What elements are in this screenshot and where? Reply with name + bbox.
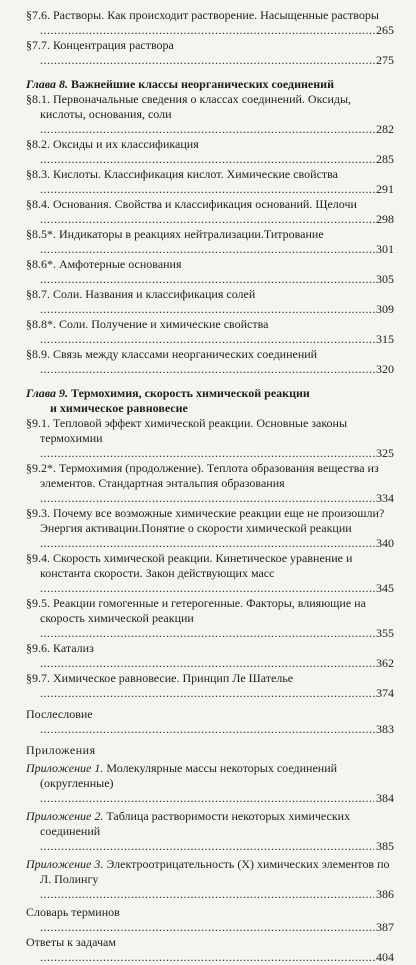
toc-entry: §8.6*. Амфотерные основания ..... 305 [26, 257, 394, 287]
toc-entry: §7.7. Концентрация раствора ..... 275 [26, 38, 394, 68]
toc-entry: §8.9. Связь между классами неорганических соединений ..... 320 [26, 347, 394, 377]
toc-entry-answers: Ответы к задачам ..... 404 [26, 935, 394, 965]
toc-entry: §8.7. Соли. Названия и классификация солей ..... 309 [26, 287, 394, 317]
toc-entry-appendix: Приложение 1. Молекулярные массы некоторых соединений (округленные) ..... 384 [26, 761, 394, 806]
toc-entry-afterword: Послесловие ..... 383 [26, 707, 394, 737]
toc-entry-appendix: Приложение 2. Таблица растворимости некоторых химических соединений ..... 385 [26, 809, 394, 854]
toc-entry: §9.4. Скорость химической реакции. Кинетическое уравнение и константа скорости. Закон действующих масс ..... 345 [26, 551, 394, 596]
toc-entry: §8.4. Основания. Свойства и классификация оснований. Щелочи ..... 298 [26, 197, 394, 227]
toc-entry: §7.6. Растворы. Как происходит растворение. Насыщенные растворы ..... 265 [26, 8, 394, 38]
toc-entry: §8.5*. Индикаторы в реакциях нейтрализации.Титрование ..... 301 [26, 227, 394, 257]
toc-entry: §8.2. Оксиды и их классификация ..... 285 [26, 137, 394, 167]
toc-entry: §9.6. Катализ ..... 362 [26, 641, 394, 671]
toc-entry: §9.2*. Термохимия (продолжение). Теплота образования вещества из элементов. Стандартная энтальпия образования ..... 334 [26, 461, 394, 506]
toc-entry-glossary: Словарь терминов ..... 387 [26, 905, 394, 935]
toc-entry: §8.8*. Соли. Получение и химические свойства ..... 315 [26, 317, 394, 347]
toc-entry: §9.7. Химическое равновесие. Принцип Ле Шателье ..... 374 [26, 671, 394, 701]
chapter-heading: Глава 9. Термохимия, скорость химической реакции и химическое равновесие [26, 386, 310, 415]
toc-entry-appendix: Приложение 3. Электроотрицательность (X) химических элементов по Л. Полингу ..... 386 [26, 857, 394, 902]
toc-entry: §9.1. Тепловой эффект химической реакции. Основные законы термохимии ..... 325 [26, 416, 394, 461]
toc-entry: §8.1. Первоначальные сведения о классах соединений. Оксиды, кислоты, основания, соли ..... 282 [26, 92, 394, 137]
appendices-heading: Приложения [26, 743, 96, 757]
toc-entry: §8.3. Кислоты. Классификация кислот. Химические свойства ..... 291 [26, 167, 394, 197]
toc-entry: §9.5. Реакции гомогенные и гетерогенные. Факторы, влияющие на скорость химической реакции ..... 355 [26, 596, 394, 641]
chapter-heading: Глава 8. Важнейшие классы неорганических соединений [26, 77, 334, 91]
toc-entry: §9.3. Почему все возможные химические реакции еще не произошли? Энергия активации.Понятие о скорости химической реакции ..... 340 [26, 506, 394, 551]
